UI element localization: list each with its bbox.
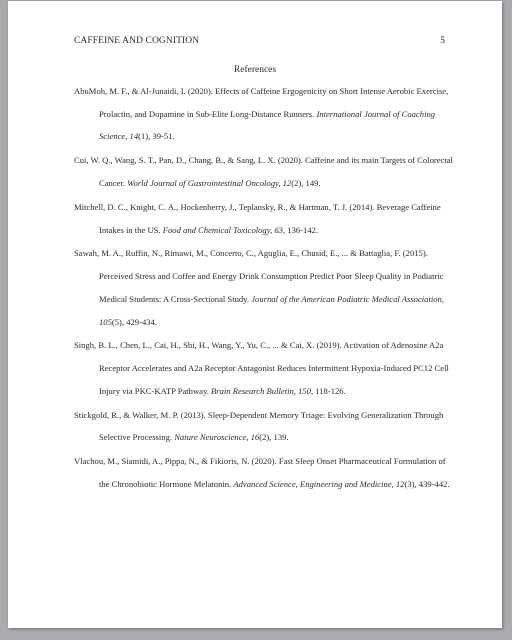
- reference-entry: [74, 242, 454, 333]
- reference-text: Mitchell, D. C., Knight, C. A., Hockenberry, J., Teplansky, R., & Hartman, T. J. (2014). Beverage Caffeine Intakes in the US.: [74, 201, 441, 235]
- reference-entry: [74, 149, 454, 194]
- reference-issue-pages: (2), 139.: [259, 432, 289, 443]
- reference-issue-pages: (2), 149.: [291, 178, 321, 188]
- reference-entry: [74, 80, 454, 148]
- reference-source: International Journal of Coaching Science, 14: [99, 108, 436, 142]
- reference-issue-pages: , 136-142.: [282, 224, 319, 235]
- reference-list: [74, 80, 454, 497]
- reference-issue-pages: , 118-126.: [310, 385, 346, 396]
- reference-issue-pages: (3), 439-442.: [404, 479, 450, 490]
- reference-text: Singh, B. L., Chen, L., Cai, H., Shi, H., Wang, Y., Yu, C., ... & Cai, X. (2019). Activation of Adenosine A2a Receptor Accelerates and A2a Receptor Antagonist Reduces Intermittent Hypoxia-Induced PC12 Cell Injury via PKC-KATP Pathway.: [74, 340, 449, 396]
- reference-text: Vlachou, M., Siamidi, A., Pippa, N., & Fikioris, N. (2020). Fast Sleep Onset Pharmaceutical Formulation of the Chronobiotic Hormone Melatonin.: [74, 456, 446, 490]
- reference-text: Sawah, M. A., Ruffin, N., Rimawi, M., Concerto, C., Aguglia, E., Chusid, E., ... & Battaglia, F. (2015). Perceived Stress and Coffee and Energy Drink Consumption Predict Poor Sleep Quality in Podiatric Medical Students: A Cross-Sectional Study.: [74, 248, 444, 304]
- reference-entry: [74, 450, 454, 495]
- running-head: CAFFEINE AND COGNITION: [74, 36, 200, 46]
- reference-source: Journal of the American Podiatric Medical Association, 105: [99, 293, 444, 327]
- reference-issue-pages: (1), 39-51.: [138, 131, 175, 142]
- reference-source: Food and Chemical Toxicology, 63: [162, 224, 283, 235]
- reference-source: Advanced Science, Engineering and Medicine, 12: [233, 479, 405, 490]
- reference-source: World Journal of Gastrointestinal Oncology, 12: [127, 178, 292, 188]
- reference-text: Stickgold, R., & Walker, M. P. (2013). Sleep-Dependent Memory Triage: Evolving Generalization Through Selective Processing.: [74, 409, 444, 443]
- reference-entry: [74, 196, 454, 241]
- page-number: 5: [440, 36, 445, 46]
- reference-issue-pages: (5), 429-434.: [111, 316, 157, 327]
- reference-text: Cui, W. Q., Wang, S. T., Pan, D., Chang, B., & Sang, L. X. (2020). Caffeine and its main Targets of Colorectal Cancer.: [74, 155, 453, 188]
- reference-source: Brain Research Bulletin, 150: [211, 385, 311, 396]
- references-title: References: [233, 65, 277, 75]
- reference-entry: [74, 404, 454, 449]
- reference-text: AbuMoh, M. F., & Al-Junaidi, I. (2020). Effects of Caffeine Ergogenicity on Short Intense Aerobic Exercise, Prolactin, and Dopamine in Sub-Elite Long-Distance Runners.: [74, 86, 449, 119]
- reference-entry: [74, 334, 454, 402]
- document-page: [8, 1, 502, 628]
- reference-source: Nature Neuroscience, 16: [174, 432, 260, 443]
